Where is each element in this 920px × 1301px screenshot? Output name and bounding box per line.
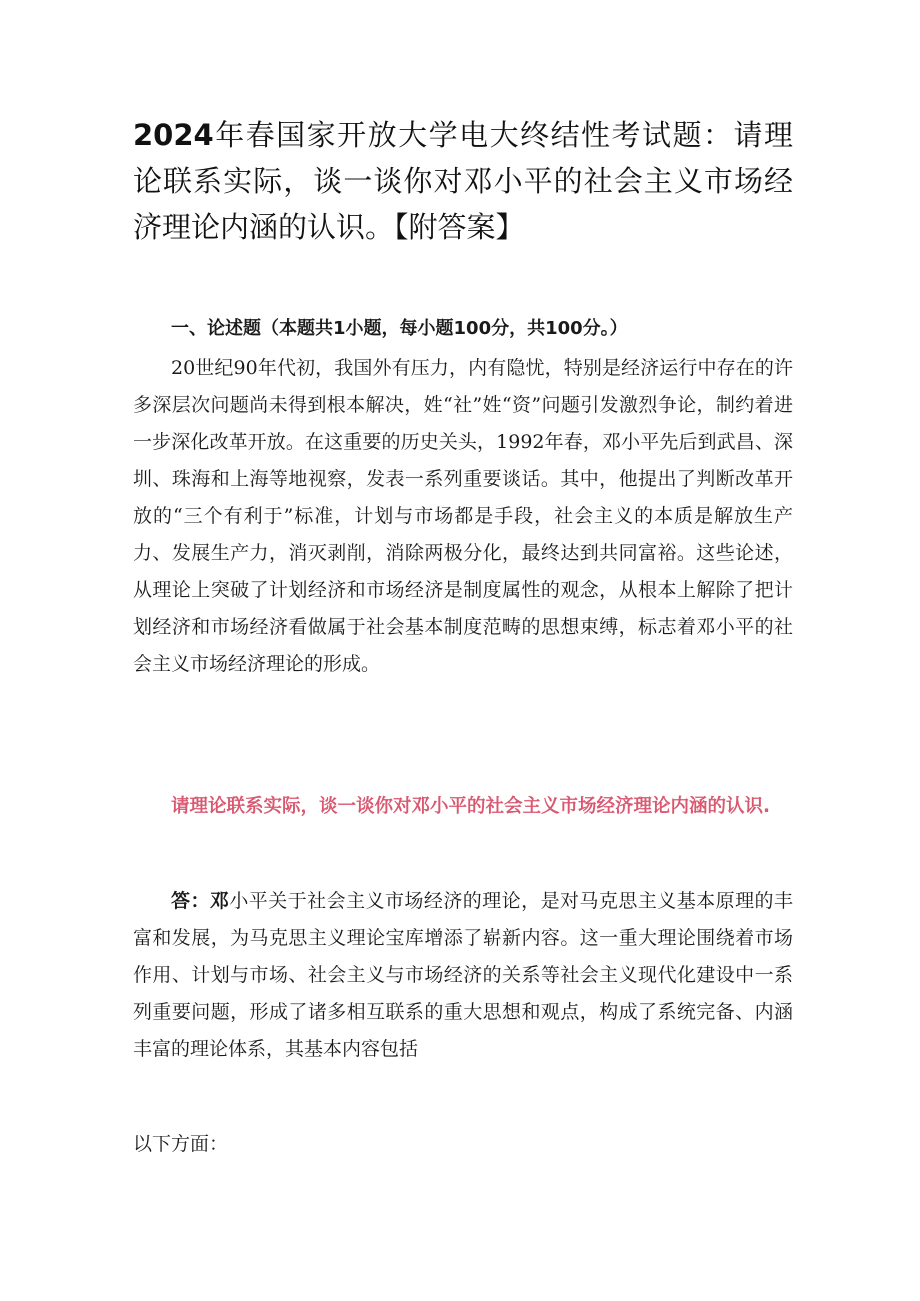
document-title — [133, 112, 793, 250]
section-heading: 一、论述题（本题共1小题，每小题100分，共100分。） — [171, 318, 628, 339]
answer-label: 答：邓 — [171, 890, 230, 912]
title-text: 年春国家开放大学电大终结性考试题：请理论联系实际，谈一谈你对邓小平的社会主义市场经济理论内涵的认识。【附答案】 — [133, 118, 793, 244]
background-paragraph: 20世纪90年代初，我国外有压力，内有隐忧，特别是经济运行中存在的许多深层次问题尚未得到根本解决，姓“社”姓“资”问题引发激烈争论，制约着进一步深化改革开放。在这重要的历史关头，1992年春，邓小平先后到武昌、深圳、珠海和上海等地视察，发表一系列重要谈话。其中，他提出了判断改革开放的“三个有利于”标准，计划与市场都是手段，社会主义的本质是解放生产力、发展生产力，消灭剥削，消除两极分化，最终达到共同富裕。这些论述，从理论上突破了计划经济和市场经济是制度属性的观念，从根本上解除了把计划经济和市场经济看做属于社会基本制度范畴的思想束缚，标志着邓小平的社会主义市场经济理论的形成。 — [133, 357, 793, 675]
answer-body: 小平关于社会主义市场经济的理论，是对马克思主义基本原理的丰富和发展，为马克思主义理论宝库增添了崭新内容。这一重大理论围绕着市场作用、计划与市场、社会主义与市场经济的关系等社会主义现代化建设中一系列重要问题，形成了诸多相互联系的重大思想和观点，构成了系统完备、内涵丰富的理论体系，其基本内容包括 — [133, 890, 793, 1060]
answer-paragraph — [133, 883, 793, 1068]
title-year: 2024 — [133, 118, 214, 152]
answer-continuation: 以下方面： — [133, 1133, 229, 1155]
question-text: 请理论联系实际，谈一谈你对邓小平的社会主义市场经济理论内涵的认识. — [171, 796, 771, 817]
